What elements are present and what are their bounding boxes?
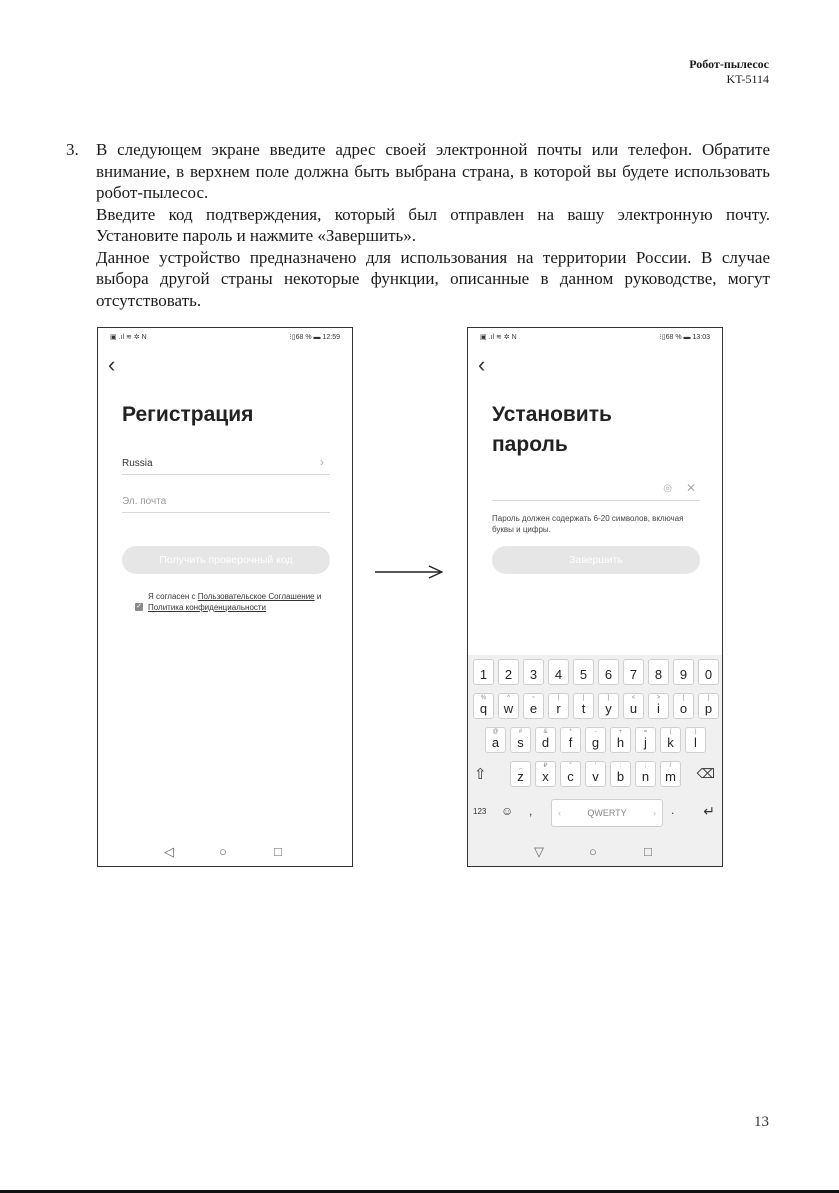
key-label: s [517, 735, 524, 750]
key-r[interactable] [548, 693, 569, 719]
key-symbol: : [619, 763, 622, 769]
country-value: Russia [122, 458, 153, 469]
numbers-key[interactable]: 123 [473, 807, 487, 816]
key-y[interactable] [598, 693, 619, 719]
key-symbol: = [643, 729, 648, 735]
key-symbol: % [480, 695, 487, 701]
key-label: 1 [479, 667, 488, 682]
key-label: 6 [604, 667, 613, 682]
nav-bar [98, 844, 352, 860]
key-label: a [491, 735, 500, 750]
chevron-left-icon: ‹ [558, 808, 561, 818]
key-label: n [641, 769, 650, 784]
key-label: 3 [529, 667, 538, 682]
keyboard [468, 655, 722, 866]
key-symbol: * [569, 729, 572, 735]
key-e[interactable] [523, 693, 544, 719]
finish-button[interactable]: Завершить [492, 546, 700, 574]
key-label: i [657, 701, 660, 716]
space-key-label: QWERTY [587, 808, 627, 818]
status-icons-right: ⁝▯68 % ▬ 13:03 [659, 334, 710, 341]
key-label: z [517, 769, 524, 784]
key-label: 9 [679, 667, 688, 682]
enter-icon[interactable]: ↵ [703, 803, 715, 819]
backspace-icon[interactable]: ⌫ [696, 766, 715, 781]
password-hint: Пароль должен содержать 6-20 символов, включая буквы и цифры. [492, 514, 684, 534]
key-m[interactable] [660, 761, 681, 787]
key-q[interactable] [473, 693, 494, 719]
chevron-right-icon: › [653, 808, 656, 818]
key-label: 5 [579, 667, 588, 682]
key-symbol: - [594, 729, 597, 735]
page-number: 13 [754, 1114, 769, 1130]
key-label: y [605, 701, 612, 716]
key-f[interactable] [560, 727, 581, 753]
key-label: p [704, 701, 713, 716]
key-label: d [541, 735, 550, 750]
step-paragraph: Данное устройство предназначено для использования на территории России. В случае выбора другой страны некоторые функции, описанные в данном руководстве, могут отсутствовать. [96, 247, 770, 310]
emoji-icon[interactable]: ☺ [501, 804, 514, 818]
key-label: x [542, 769, 549, 784]
key-symbol: ~ [531, 695, 536, 701]
key-label: b [616, 769, 625, 784]
key-6[interactable] [598, 659, 619, 685]
status-bar [480, 332, 710, 344]
keyboard-digit-row [471, 659, 719, 689]
key-label: j [644, 735, 647, 750]
key-symbol: ( [669, 729, 672, 735]
key-g[interactable] [585, 727, 606, 753]
key-label: 2 [504, 667, 513, 682]
key-label: r [556, 701, 561, 716]
key-i[interactable] [648, 693, 669, 719]
key-label: 8 [654, 667, 663, 682]
key-w[interactable] [498, 693, 519, 719]
key-symbol: < [631, 695, 636, 701]
status-icons-left: ▣ .ıl ≋ ✲ N [110, 334, 147, 341]
nav-bar [468, 844, 722, 860]
key-symbol: + [618, 729, 623, 735]
header-product: Робот-пылесос [689, 57, 769, 71]
password-title-line1: Установить [492, 403, 612, 426]
key-label: e [529, 701, 538, 716]
nav-back-icon[interactable]: ▽ [534, 844, 544, 859]
agree-checkbox[interactable]: ✓ [136, 603, 142, 610]
key-9[interactable] [673, 659, 694, 685]
back-chevron-icon[interactable]: ‹ [108, 352, 116, 377]
key-label: h [616, 735, 625, 750]
key-b[interactable] [610, 761, 631, 787]
step-number: 3. [66, 140, 79, 159]
key-4[interactable] [548, 659, 569, 685]
clear-icon[interactable]: ✕ [685, 481, 696, 495]
key-symbol: / [669, 763, 672, 769]
key-symbol: ] [607, 695, 610, 701]
key-label: 0 [704, 667, 713, 682]
agree-and: и [314, 592, 322, 601]
keyboard-row [471, 727, 719, 757]
key-8[interactable] [648, 659, 669, 685]
key-label: l [694, 735, 697, 750]
key-symbol: ' [594, 763, 597, 769]
key-2[interactable] [498, 659, 519, 685]
key-symbol: { [682, 695, 685, 701]
space-key[interactable] [551, 799, 663, 827]
key-7[interactable] [623, 659, 644, 685]
key-label: q [479, 701, 488, 716]
key-3[interactable] [523, 659, 544, 685]
key-symbol: ^ [507, 695, 510, 701]
nav-recents-icon[interactable]: □ [644, 844, 652, 859]
key-n[interactable] [635, 761, 656, 787]
status-icons-right: ⁝▯68 % ▬ 12:59 [289, 334, 340, 341]
keyboard-bottom-row [471, 799, 719, 829]
key-symbol: } [707, 695, 710, 701]
privacy-link[interactable]: Политика конфиденциальности [148, 602, 267, 612]
key-5[interactable] [573, 659, 594, 685]
page-header [689, 57, 769, 87]
key-symbol: @ [492, 729, 499, 735]
key-symbol: _ [518, 763, 523, 769]
registration-screenshot [97, 327, 353, 867]
key-label: m [665, 769, 676, 784]
set-password-screenshot [467, 327, 723, 867]
key-c[interactable] [560, 761, 581, 787]
nav-home-icon[interactable]: ○ [219, 844, 227, 859]
status-icons-left: ▣ .ıl ≋ ✲ N [480, 334, 517, 341]
key-v[interactable] [585, 761, 606, 787]
key-symbol: > [656, 695, 661, 701]
step-paragraph: В следующем экране введите адрес своей электронной почты или телефон. Обратите внимание, в верхнем поле должна быть выбрана страна, в которой вы будете использовать робот-пылесос. [96, 140, 770, 202]
key-label: k [667, 735, 674, 750]
key-l[interactable] [685, 727, 706, 753]
terms-link[interactable]: Пользовательское Соглашение [197, 592, 315, 601]
key-label: v [592, 769, 599, 784]
key-0[interactable] [698, 659, 719, 685]
key-symbol: ₽ [543, 763, 548, 769]
keyboard-row [471, 761, 719, 791]
key-label: w [503, 701, 514, 716]
key-symbol: ) [694, 729, 697, 735]
header-model: KT-5114 [726, 72, 769, 86]
key-z[interactable] [510, 761, 531, 787]
status-bar [110, 332, 340, 344]
country-selector[interactable] [122, 452, 330, 475]
key-h[interactable] [610, 727, 631, 753]
instruction-step [66, 139, 770, 311]
agree-prefix: Я согласен с [148, 592, 198, 601]
key-1[interactable] [473, 659, 494, 685]
agreement-block [136, 592, 326, 613]
key-p[interactable] [698, 693, 719, 719]
key-symbol: & [543, 729, 548, 735]
key-label: o [679, 701, 688, 716]
comma-key[interactable]: , [529, 804, 533, 818]
password-title-line2: пароль [492, 433, 568, 456]
key-symbol: " [569, 763, 572, 769]
back-chevron-icon[interactable]: ‹ [478, 352, 486, 377]
nav-back-icon[interactable]: ◁ [164, 844, 174, 859]
key-label: t [581, 701, 586, 716]
arrow-right-icon [375, 564, 443, 580]
nav-recents-icon[interactable]: □ [274, 844, 282, 859]
key-label: 7 [629, 667, 638, 682]
password-field[interactable] [492, 478, 700, 501]
get-code-button[interactable]: Получить проверочный код [122, 546, 330, 574]
email-field[interactable] [122, 490, 330, 513]
key-x[interactable] [535, 761, 556, 787]
key-symbol: ; [644, 763, 647, 769]
registration-title: Регистрация [122, 403, 254, 426]
chevron-right-icon: › [320, 455, 324, 469]
keyboard-row [471, 693, 719, 723]
key-d[interactable] [535, 727, 556, 753]
step-paragraph: Введите код подтверждения, который был отправлен на вашу электронную почту. Установите пароль и нажмите «Завершить». [96, 204, 770, 245]
key-label: c [567, 769, 574, 784]
key-s[interactable] [510, 727, 531, 753]
key-symbol: [ [582, 695, 585, 701]
key-symbol: # [518, 729, 523, 735]
key-label: f [568, 735, 573, 750]
key-k[interactable] [660, 727, 681, 753]
key-j[interactable] [635, 727, 656, 753]
shift-icon[interactable]: ⇧ [474, 766, 487, 783]
key-o[interactable] [673, 693, 694, 719]
email-placeholder: Эл. почта [122, 496, 167, 507]
key-label: u [629, 701, 638, 716]
key-a[interactable] [485, 727, 506, 753]
key-u[interactable] [623, 693, 644, 719]
key-label: 4 [554, 667, 563, 682]
eye-icon[interactable]: ◎ [663, 483, 672, 494]
key-label: g [591, 735, 600, 750]
nav-home-icon[interactable]: ○ [589, 844, 597, 859]
key-symbol: | [557, 695, 560, 701]
period-key[interactable]: . [671, 803, 675, 817]
key-t[interactable] [573, 693, 594, 719]
